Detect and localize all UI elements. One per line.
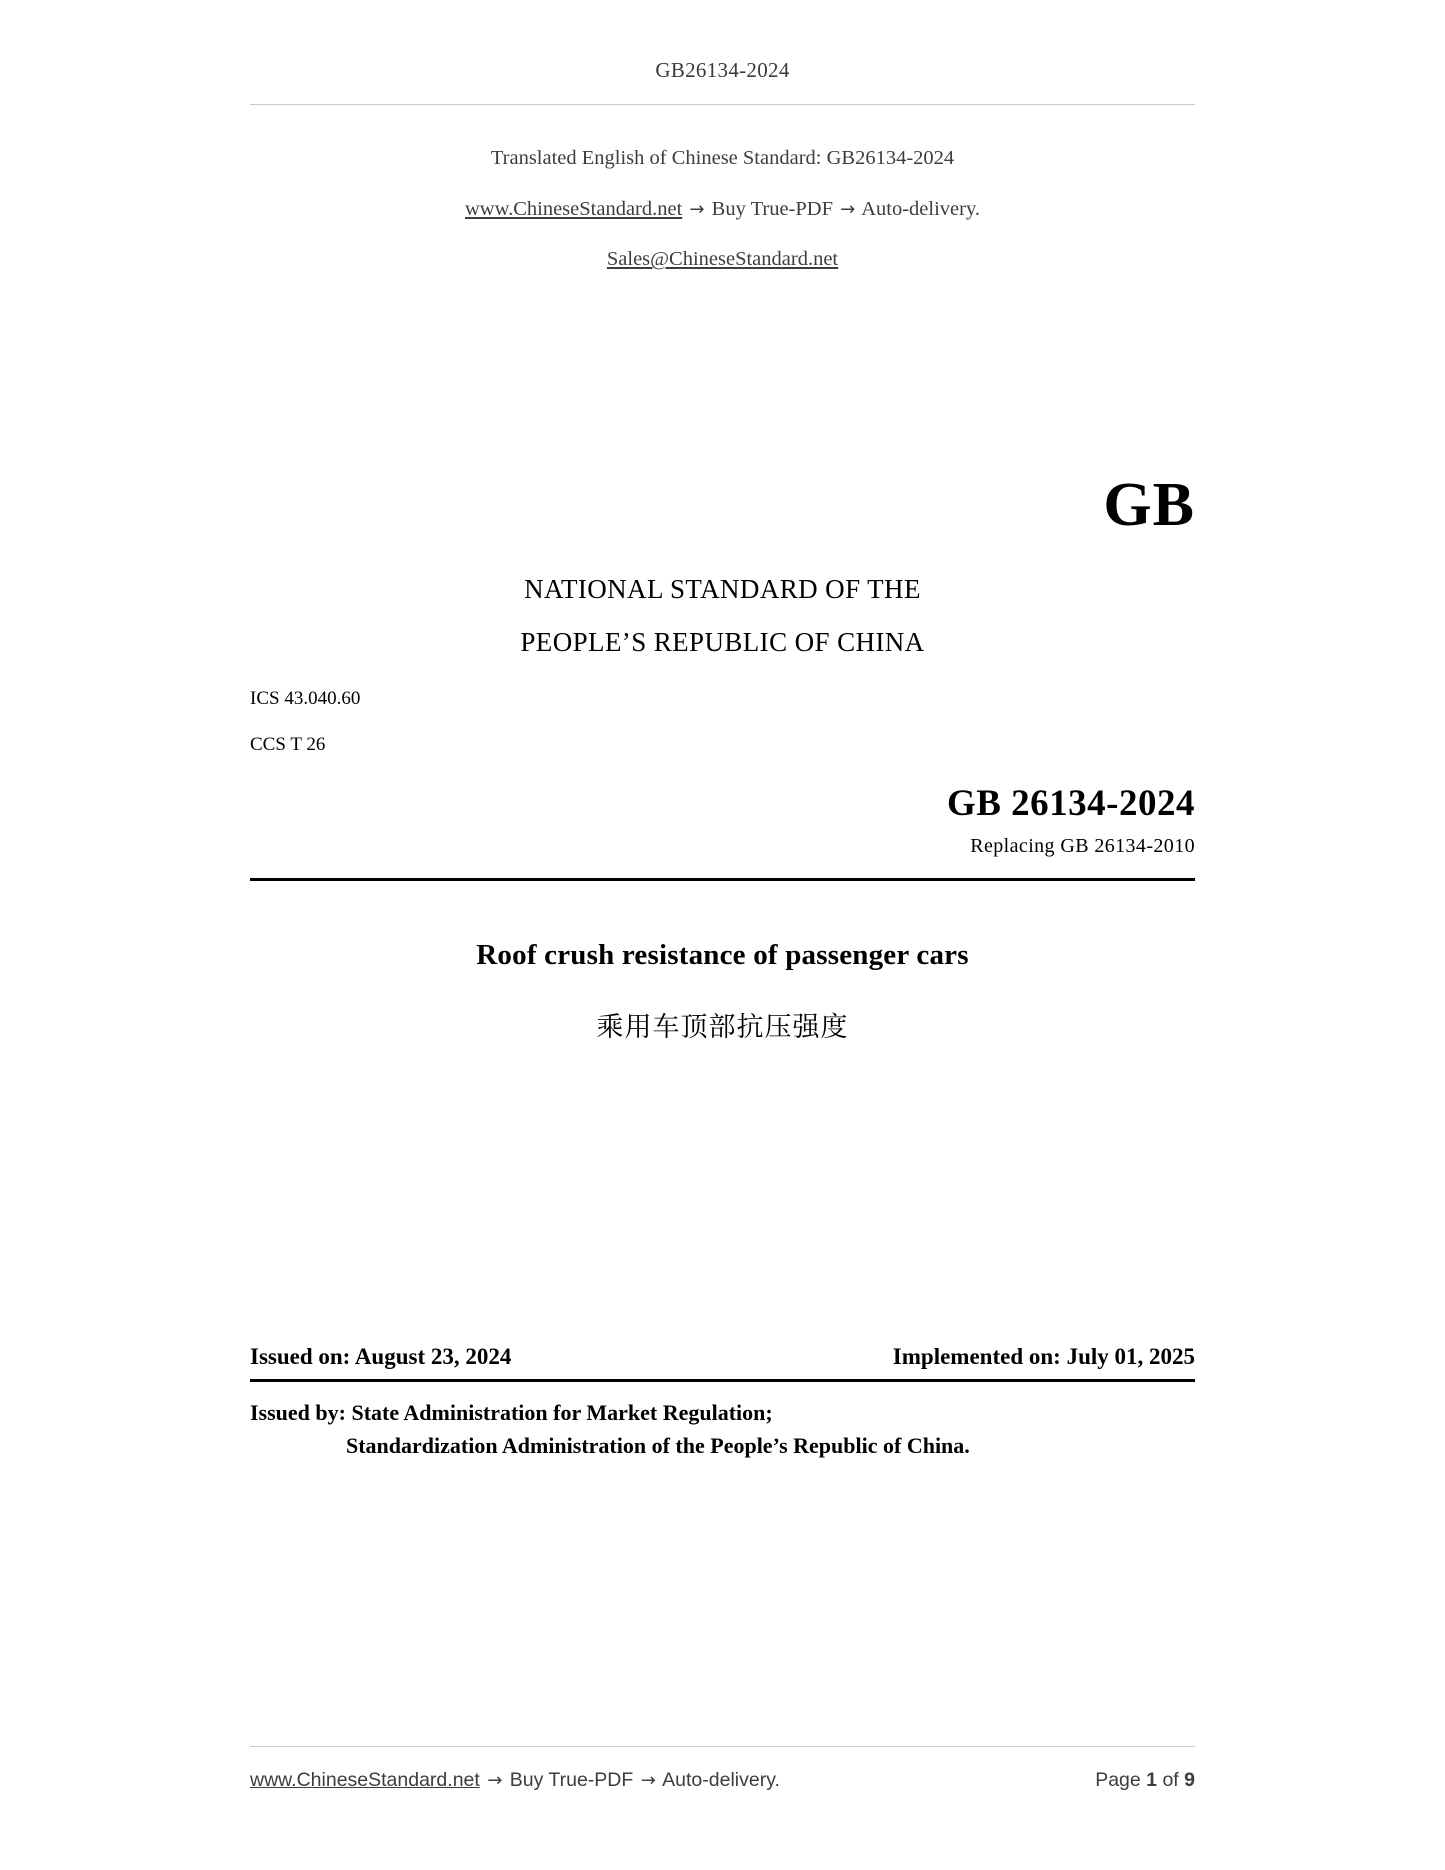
page-header <box>250 0 1195 105</box>
footer-divider <box>250 1746 1195 1747</box>
issued-by-block <box>250 1396 1195 1462</box>
cover-divider-top <box>250 878 1195 881</box>
arrow-icon-2: → <box>840 198 856 220</box>
page-footer <box>250 1746 1195 1792</box>
national-standard-line-1: NATIONAL STANDARD OF THE <box>524 574 921 605</box>
replacing-standard: Replacing GB 26134-2010 <box>970 835 1195 858</box>
title-english: Roof crush resistance of passenger cars <box>476 939 969 972</box>
promo-buy-label: Buy True-PDF <box>711 197 833 220</box>
issued-on-date: Issued on: August 23, 2024 <box>250 1344 512 1370</box>
of-label: of <box>1162 1769 1179 1791</box>
cover-divider-bottom <box>250 1379 1195 1382</box>
page-total: 9 <box>1184 1769 1195 1791</box>
promo-translated-line: Translated English of Chinese Standard: GB26134-2024 <box>490 147 955 169</box>
footer-pagination <box>1095 1769 1195 1792</box>
footer-left <box>250 1769 780 1792</box>
promo-purchase-line <box>250 196 1195 224</box>
gb-mark: GB <box>1103 471 1195 540</box>
footer-buy-label: Buy True-PDF <box>509 1769 634 1791</box>
page-number: 1 <box>1146 1769 1158 1791</box>
ics-code: ICS 43.040.60 <box>250 688 361 710</box>
issued-by-line-1: Issued by: State Administration for Market Regulation; <box>250 1400 773 1426</box>
footer-row <box>250 1769 1195 1792</box>
standard-number: GB 26134-2024 <box>946 783 1195 825</box>
arrow-icon-4: → <box>640 1770 656 1791</box>
header-standard-code: GB26134-2024 <box>655 58 790 82</box>
promo-site-link[interactable]: www.ChineseStandard.net <box>465 197 683 220</box>
arrow-icon: → <box>689 198 705 220</box>
issue-dates-row <box>250 1344 1195 1370</box>
header-divider <box>250 104 1195 105</box>
implemented-on-date: Implemented on: July 01, 2025 <box>892 1344 1195 1370</box>
promo-block <box>250 145 1195 274</box>
page-label: Page <box>1095 1769 1141 1791</box>
promo-delivery-label: Auto-delivery. <box>861 197 980 220</box>
title-chinese: 乘用车顶部抗压强度 <box>596 1012 849 1044</box>
issued-by-line-2: Standardization Administration of the People’s Republic of China. <box>346 1433 970 1459</box>
promo-email-line <box>250 246 1195 274</box>
footer-delivery-label: Auto-delivery. <box>662 1769 780 1791</box>
arrow-icon-3: → <box>487 1770 503 1791</box>
national-standard-line-2: PEOPLE’S REPUBLIC OF CHINA <box>520 627 925 658</box>
footer-site-link[interactable]: www.ChineseStandard.net <box>250 1769 480 1791</box>
ccs-code: CCS T 26 <box>250 734 326 756</box>
promo-email-link[interactable]: Sales@ChineseStandard.net <box>606 248 839 271</box>
